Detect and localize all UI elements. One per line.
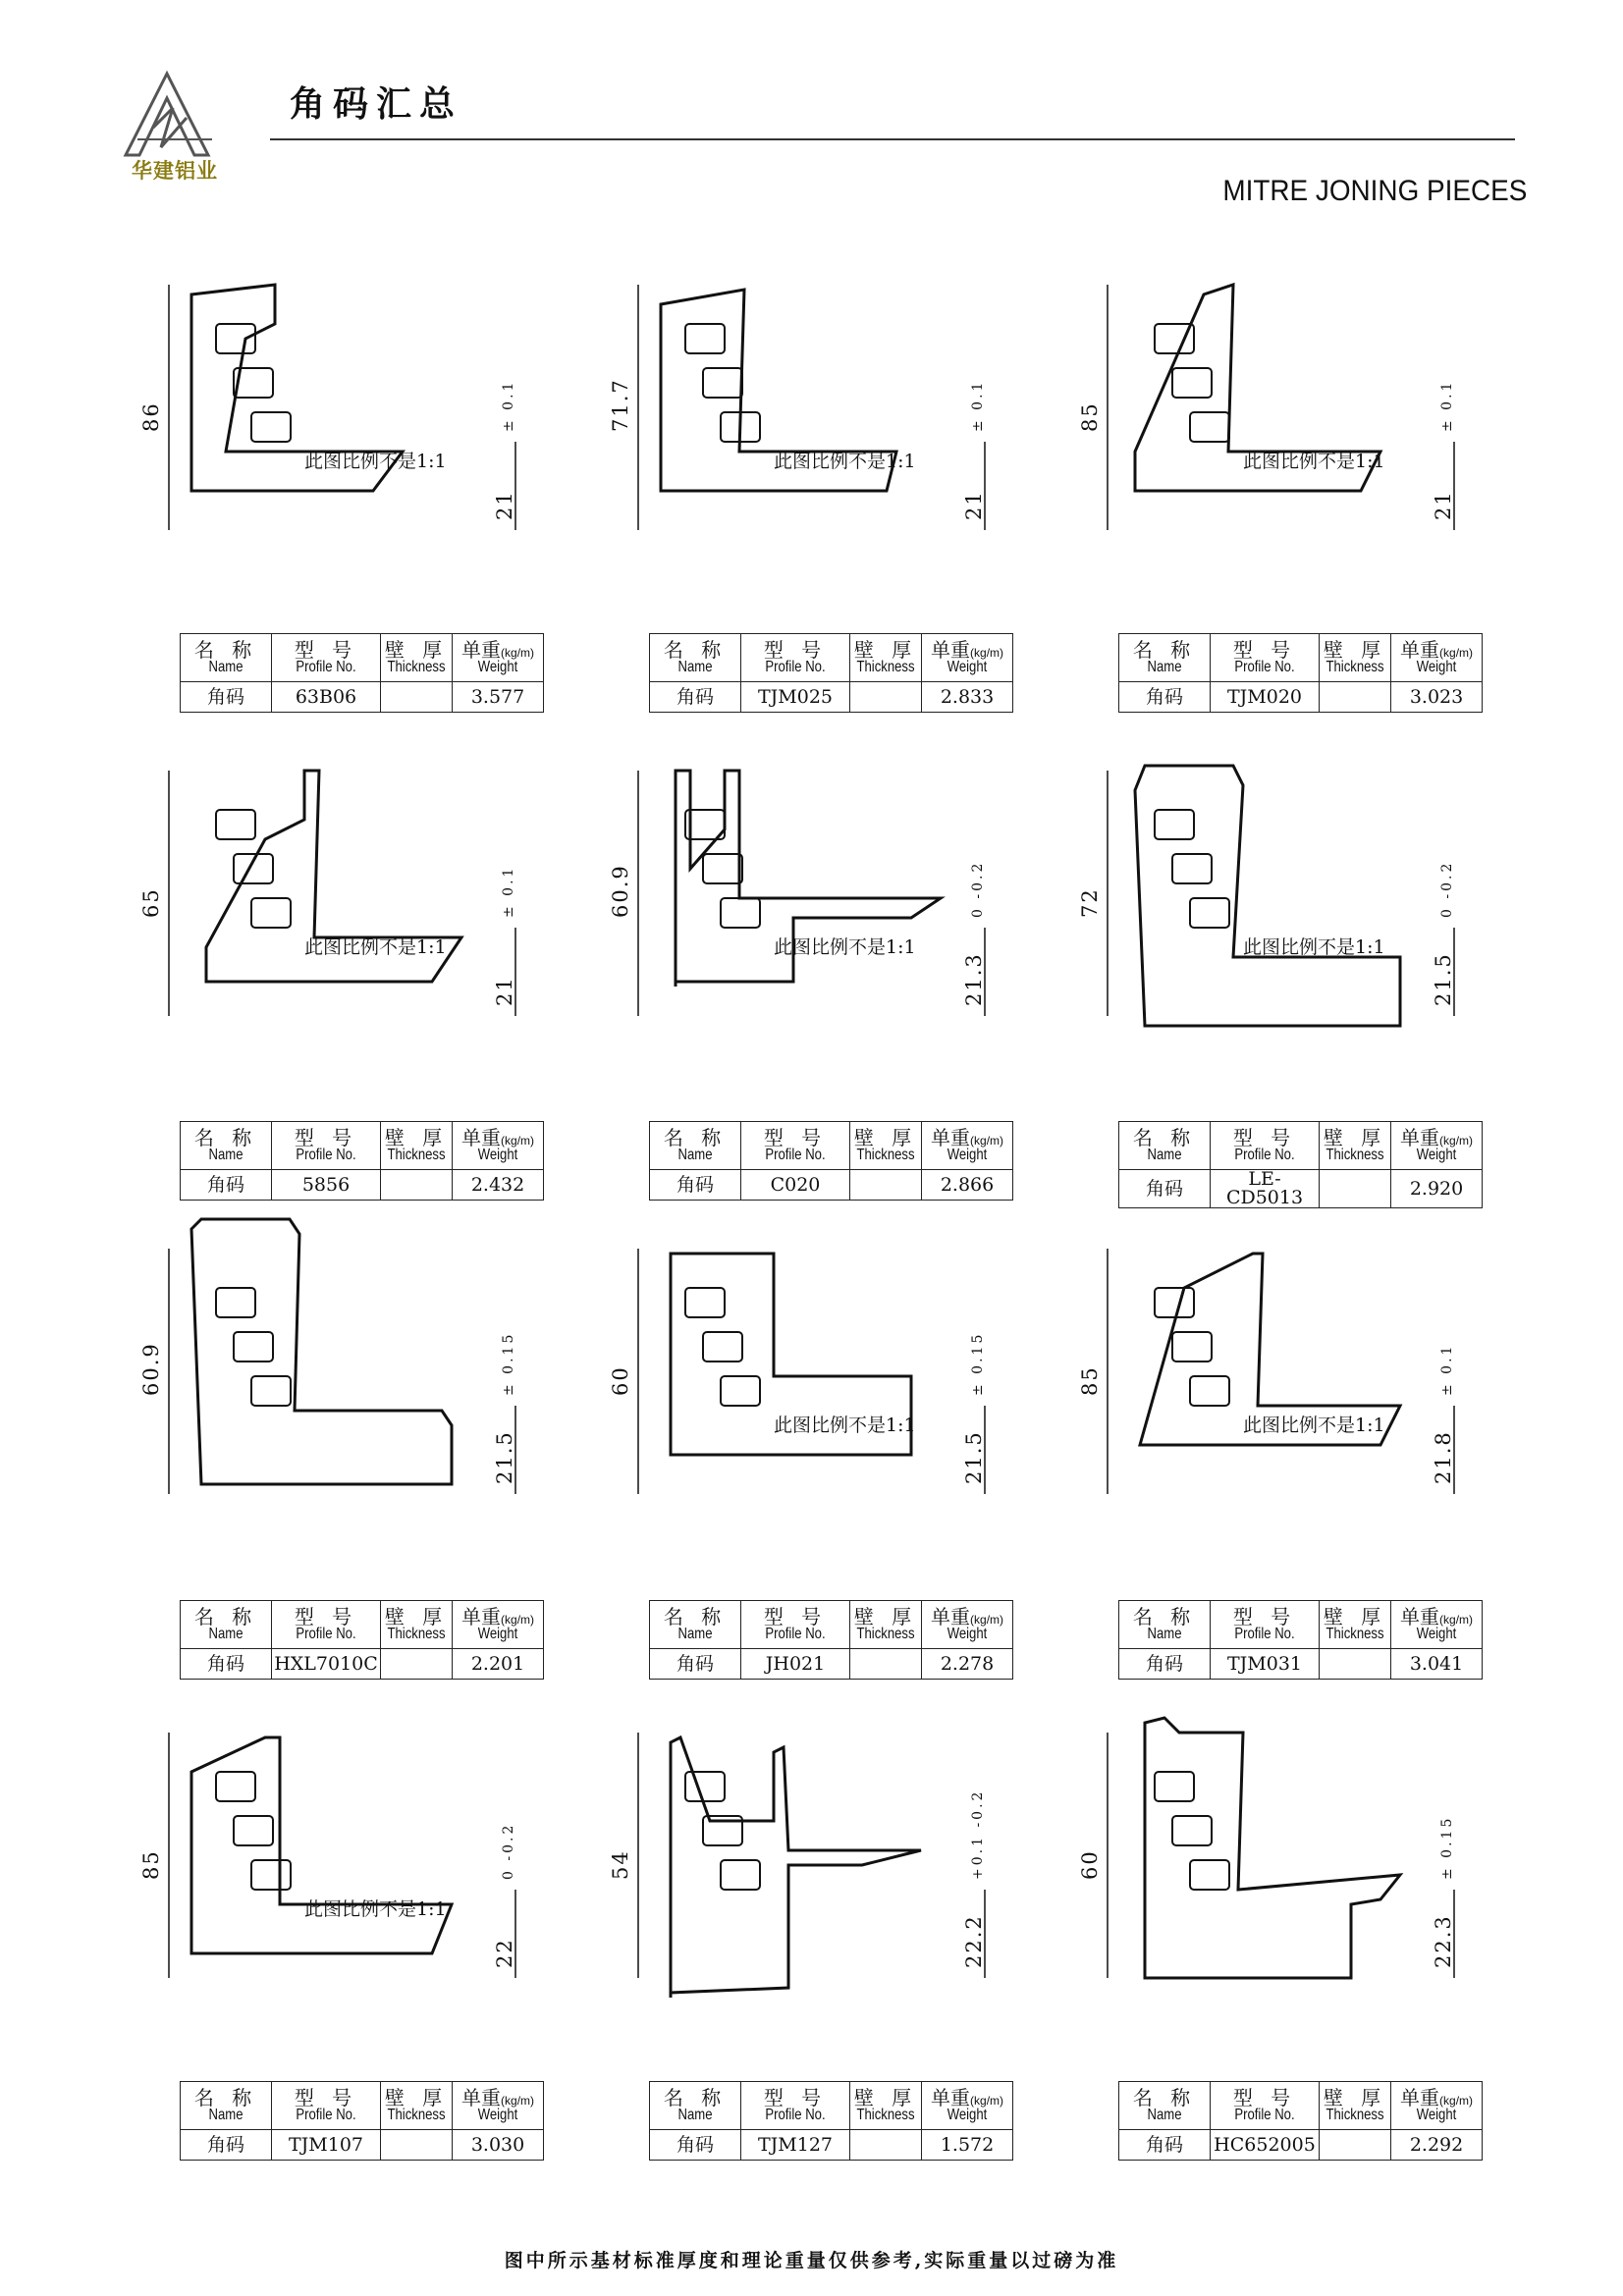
name-value: 角码 [650, 1649, 741, 1680]
weight-value: 2.278 [922, 1649, 1013, 1680]
profile-header: 型 号 Profile No. [272, 1122, 381, 1170]
profile-chamber [685, 1288, 725, 1317]
profile-value: HXL7010C [272, 1649, 381, 1680]
thickness-header: 壁 厚 Thickness [850, 1122, 922, 1170]
weight-value: 1.572 [922, 2130, 1013, 2161]
profile-chamber [251, 1860, 291, 1890]
spec-header-row [1119, 1122, 1483, 1170]
tolerance: 0 -0.2 [970, 860, 986, 918]
height-dimension: 86 [139, 401, 163, 432]
profile-outline [1135, 766, 1400, 1026]
profile-drawing [147, 1693, 540, 2027]
name-header: 名 称 Name [181, 634, 272, 682]
profile-value: TJM025 [741, 682, 850, 713]
thickness-value [850, 1170, 922, 1201]
profile-chamber [216, 1288, 255, 1317]
profile-header: 型 号 Profile No. [272, 2082, 381, 2130]
profile-value: 63B06 [272, 682, 381, 713]
thickness-header: 壁 厚 Thickness [850, 1601, 922, 1649]
thickness-value [1320, 1649, 1391, 1680]
spec-table [1118, 1121, 1483, 1208]
profile-drawing [1086, 245, 1479, 579]
name-header: 名 称 Name [650, 1601, 741, 1649]
name-value: 角码 [181, 2130, 272, 2161]
profile-header: 型 号 Profile No. [741, 1122, 850, 1170]
name-value: 角码 [181, 1649, 272, 1680]
spec-table [180, 2081, 544, 2161]
profile-chamber [251, 898, 291, 928]
scale-note: 此图比例不是1:1 [304, 451, 447, 472]
profile-chamber [1155, 1772, 1194, 1801]
height-dimension: 60.9 [609, 864, 632, 918]
name-header: 名 称 Name [650, 2082, 741, 2130]
spec-header-row [1119, 1601, 1483, 1649]
spec-value-row [181, 1649, 544, 1680]
name-value: 角码 [650, 2130, 741, 2161]
spec-value-row [650, 682, 1013, 713]
profile-chamber [251, 412, 291, 442]
profile-value: HC652005 [1211, 2130, 1320, 2161]
name-value: 角码 [1119, 1649, 1211, 1680]
tolerance: ± 0.1 [970, 379, 986, 432]
spec-table [180, 1600, 544, 1680]
spec-header-row [181, 634, 544, 682]
thickness-value [1320, 682, 1391, 713]
profile-chamber [703, 854, 742, 883]
tolerance: ± 0.1 [501, 379, 516, 432]
spec-header-row [650, 2082, 1013, 2130]
profile-header: 型 号 Profile No. [741, 1601, 850, 1649]
profile-header: 型 号 Profile No. [1211, 634, 1320, 682]
weight-value: 2.866 [922, 1170, 1013, 1201]
spec-value-row [1119, 682, 1483, 713]
thickness-value [850, 682, 922, 713]
page-title: 角码汇总 [290, 83, 463, 125]
spec-header-row [1119, 2082, 1483, 2130]
thickness-header: 壁 厚 Thickness [381, 1601, 453, 1649]
profile-drawing [1086, 731, 1479, 1065]
profile-chamber [216, 1772, 255, 1801]
profile-chamber [1190, 1860, 1229, 1890]
profile-header: 型 号 Profile No. [741, 634, 850, 682]
thickness-value [850, 2130, 922, 2161]
profile-chamber [1155, 1288, 1194, 1317]
side-dimension: 22.3 [1432, 1914, 1455, 1968]
profile-chamber [1172, 1816, 1212, 1845]
spec-value-row [1119, 1170, 1483, 1208]
profile-chamber [1155, 810, 1194, 839]
profile-header: 型 号 Profile No. [1211, 1601, 1320, 1649]
profile-chamber [216, 810, 255, 839]
spec-value-row [1119, 2130, 1483, 2161]
side-dimension: 21 [493, 490, 516, 520]
weight-header: 单重(kg/m) Weight [922, 1601, 1013, 1649]
weight-value: 2.833 [922, 682, 1013, 713]
height-dimension: 85 [139, 1849, 163, 1880]
name-header: 名 称 Name [650, 1122, 741, 1170]
weight-value: 2.201 [453, 1649, 544, 1680]
profile-drawing [617, 245, 1009, 579]
name-value: 角码 [1119, 2130, 1211, 2161]
side-dimension: 22.2 [962, 1914, 986, 1968]
profile-chamber [721, 1860, 760, 1890]
profile-chamber [234, 1816, 273, 1845]
thickness-value [381, 1649, 453, 1680]
profile-outline [191, 1737, 452, 1953]
profile-chamber [234, 1332, 273, 1362]
profile-outline [671, 1737, 921, 1998]
name-value: 角码 [650, 1170, 741, 1201]
height-dimension: 65 [139, 887, 163, 918]
scale-note: 此图比例不是1:1 [1243, 451, 1385, 472]
profile-drawing [617, 731, 1009, 1065]
thickness-header: 壁 厚 Thickness [381, 2082, 453, 2130]
thickness-header: 壁 厚 Thickness [850, 2082, 922, 2130]
spec-table [1118, 1600, 1483, 1680]
weight-value: 2.292 [1391, 2130, 1483, 2161]
weight-header: 单重(kg/m) Weight [922, 1122, 1013, 1170]
name-header: 名 称 Name [181, 2082, 272, 2130]
thickness-value [1320, 2130, 1391, 2161]
side-dimension: 21.5 [493, 1430, 516, 1484]
profile-value: LE-CD5013 [1211, 1170, 1320, 1208]
profile-drawing [617, 1693, 1009, 2027]
profile-header: 型 号 Profile No. [1211, 2082, 1320, 2130]
height-dimension: 60.9 [139, 1342, 163, 1396]
profile-drawing [147, 731, 540, 1065]
profile-chamber [703, 1332, 742, 1362]
scale-note: 此图比例不是1:1 [774, 451, 916, 472]
side-dimension: 21.3 [962, 952, 986, 1006]
thickness-header: 壁 厚 Thickness [1320, 634, 1391, 682]
spec-table [649, 1121, 1013, 1201]
name-value: 角码 [650, 682, 741, 713]
thickness-value [381, 1170, 453, 1201]
spec-table [649, 2081, 1013, 2161]
name-header: 名 称 Name [650, 634, 741, 682]
thickness-header: 壁 厚 Thickness [1320, 1122, 1391, 1170]
profile-drawing [1086, 1693, 1479, 2027]
weight-header: 单重(kg/m) Weight [922, 2082, 1013, 2130]
side-dimension: 21 [1432, 490, 1455, 520]
weight-header: 单重(kg/m) Weight [1391, 2082, 1483, 2130]
weight-header: 单重(kg/m) Weight [453, 2082, 544, 2130]
side-dimension: 21.5 [962, 1430, 986, 1484]
tolerance: ± 0.1 [1439, 1343, 1455, 1396]
tolerance: 0 -0.2 [1439, 860, 1455, 918]
profile-value: TJM020 [1211, 682, 1320, 713]
spec-header-row [650, 1601, 1013, 1649]
thickness-header: 壁 厚 Thickness [381, 1122, 453, 1170]
profile-value: C020 [741, 1170, 850, 1201]
name-header: 名 称 Name [1119, 1122, 1211, 1170]
height-dimension: 85 [1078, 1365, 1102, 1396]
profile-chamber [1172, 1332, 1212, 1362]
profile-drawing [1086, 1209, 1479, 1543]
spec-value-row [650, 1170, 1013, 1201]
height-dimension: 85 [1078, 401, 1102, 432]
profile-value: TJM107 [272, 2130, 381, 2161]
weight-header: 单重(kg/m) Weight [453, 1601, 544, 1649]
tolerance: ± 0.15 [501, 1331, 516, 1396]
thickness-header: 壁 厚 Thickness [850, 634, 922, 682]
height-dimension: 72 [1078, 887, 1102, 918]
weight-header: 单重(kg/m) Weight [922, 634, 1013, 682]
weight-value: 2.432 [453, 1170, 544, 1201]
thickness-value [1320, 1170, 1391, 1208]
profile-chamber [721, 898, 760, 928]
profile-value: TJM127 [741, 2130, 850, 2161]
weight-value: 3.041 [1391, 1649, 1483, 1680]
weight-header: 单重(kg/m) Weight [1391, 1601, 1483, 1649]
thickness-header: 壁 厚 Thickness [1320, 2082, 1391, 2130]
profile-drawing [147, 1209, 540, 1543]
spec-header-row [1119, 634, 1483, 682]
height-dimension: 71.7 [609, 378, 632, 432]
spec-header-row [650, 634, 1013, 682]
tolerance: 0 -0.2 [501, 1822, 516, 1880]
profile-chamber [703, 368, 742, 398]
profile-value: JH021 [741, 1649, 850, 1680]
weight-header: 单重(kg/m) Weight [1391, 634, 1483, 682]
name-header: 名 称 Name [1119, 1601, 1211, 1649]
scale-note: 此图比例不是1:1 [1243, 936, 1385, 958]
profile-chamber [216, 324, 255, 353]
name-value: 角码 [181, 682, 272, 713]
spec-header-row [181, 1601, 544, 1649]
weight-header: 单重(kg/m) Weight [453, 634, 544, 682]
scale-note: 此图比例不是1:1 [1243, 1415, 1385, 1436]
side-dimension: 22 [493, 1938, 516, 1968]
profile-chamber [685, 324, 725, 353]
spec-header-row [181, 2082, 544, 2130]
scale-note: 此图比例不是1:1 [304, 1898, 447, 1920]
side-dimension: 21 [962, 490, 986, 520]
spec-table [649, 633, 1013, 713]
english-title: MITRE JONING PIECES [1221, 175, 1527, 207]
spec-header-row [650, 1122, 1013, 1170]
spec-header-row [181, 1122, 544, 1170]
thickness-header: 壁 厚 Thickness [381, 634, 453, 682]
weight-value: 3.023 [1391, 682, 1483, 713]
profile-chamber [721, 1376, 760, 1406]
height-dimension: 60 [609, 1365, 632, 1396]
side-dimension: 21 [493, 976, 516, 1006]
weight-header: 单重(kg/m) Weight [1391, 1122, 1483, 1170]
tolerance: ± 0.15 [1439, 1815, 1455, 1880]
name-value: 角码 [181, 1170, 272, 1201]
name-header: 名 称 Name [1119, 2082, 1211, 2130]
profile-chamber [1190, 898, 1229, 928]
spec-value-row [181, 682, 544, 713]
profile-header: 型 号 Profile No. [741, 2082, 850, 2130]
profile-chamber [685, 1772, 725, 1801]
profile-drawing [617, 1209, 1009, 1543]
tolerance: ± 0.1 [501, 865, 516, 918]
spec-value-row [181, 2130, 544, 2161]
thickness-value [850, 1649, 922, 1680]
tolerance: ± 0.1 [1439, 379, 1455, 432]
weight-value: 2.920 [1391, 1170, 1483, 1208]
name-value: 角码 [1119, 682, 1211, 713]
name-header: 名 称 Name [181, 1122, 272, 1170]
profile-drawing [147, 245, 540, 579]
profile-value: 5856 [272, 1170, 381, 1201]
side-dimension: 21.8 [1432, 1430, 1455, 1484]
profile-chamber [1190, 412, 1229, 442]
scale-note: 此图比例不是1:1 [774, 936, 916, 958]
spec-value-row [181, 1170, 544, 1201]
height-dimension: 60 [1078, 1849, 1102, 1880]
weight-value: 3.577 [453, 682, 544, 713]
logo-text: 华建铝业 [132, 159, 218, 183]
tolerance: ± 0.15 [970, 1331, 986, 1396]
tolerance: +0.1 -0.2 [970, 1789, 986, 1880]
weight-header: 单重(kg/m) Weight [453, 1122, 544, 1170]
profile-header: 型 号 Profile No. [272, 1601, 381, 1649]
scale-note: 此图比例不是1:1 [774, 1415, 916, 1436]
profile-header: 型 号 Profile No. [272, 634, 381, 682]
profile-chamber [1172, 854, 1212, 883]
profile-chamber [251, 1376, 291, 1406]
name-value: 角码 [1119, 1170, 1211, 1208]
height-dimension: 54 [609, 1849, 632, 1880]
spec-table [1118, 2081, 1483, 2161]
spec-table [180, 1121, 544, 1201]
profile-header: 型 号 Profile No. [1211, 1122, 1320, 1170]
profile-value: TJM031 [1211, 1649, 1320, 1680]
profile-chamber [1190, 1376, 1229, 1406]
spec-value-row [1119, 1649, 1483, 1680]
spec-table [1118, 633, 1483, 713]
name-header: 名 称 Name [1119, 634, 1211, 682]
footer-note: 图中所示基材标准厚度和理论重量仅供参考,实际重量以过磅为准 [504, 2250, 1119, 2271]
profile-outline [191, 1219, 452, 1484]
scale-note: 此图比例不是1:1 [304, 936, 447, 958]
name-header: 名 称 Name [181, 1601, 272, 1649]
spec-value-row [650, 1649, 1013, 1680]
thickness-value [381, 2130, 453, 2161]
profile-chamber [1172, 368, 1212, 398]
spec-value-row [650, 2130, 1013, 2161]
thickness-header: 壁 厚 Thickness [1320, 1601, 1391, 1649]
spec-table [180, 633, 544, 713]
header-divider [270, 138, 1515, 140]
weight-value: 3.030 [453, 2130, 544, 2161]
side-dimension: 21.5 [1432, 952, 1455, 1006]
spec-table [649, 1600, 1013, 1680]
thickness-value [381, 682, 453, 713]
profile-outline [1145, 1718, 1400, 1978]
